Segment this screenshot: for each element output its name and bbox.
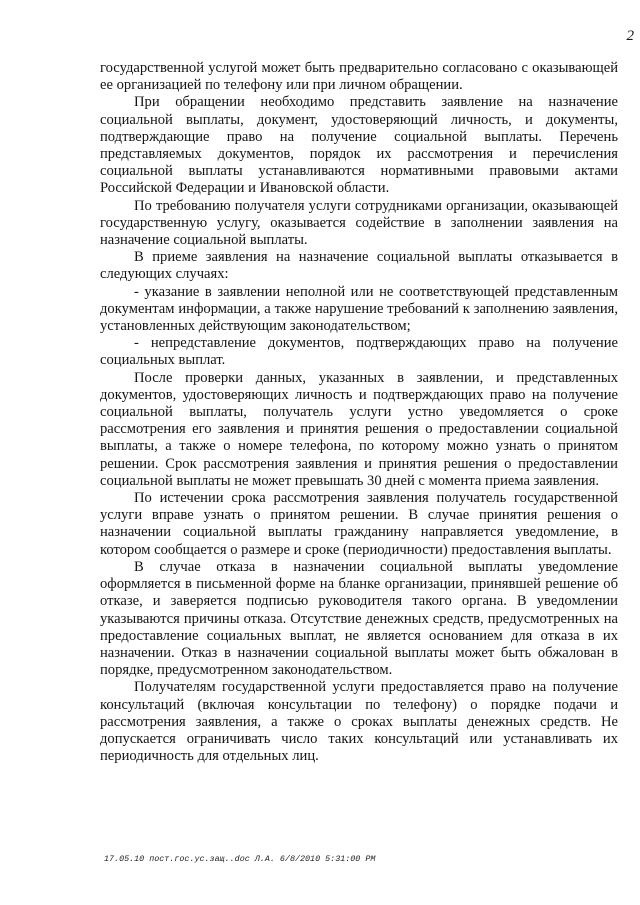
paragraph: Получателям государственной услуги предоставляется право на получение консультаций (включая консультации по телефону) о порядке подачи и рассмотрения заявления, а также о сроках выплаты денежных средств. Не допускается ограничивать число таких консультаций или устанавливать их периодичность для отдельных лиц. <box>100 679 618 765</box>
document-body <box>100 60 618 765</box>
paragraph: При обращении необходимо представить заявление на назначение социальной выплаты, документ, удостоверяющий личность, и документы, подтверждающие право на получение социальной выплаты. Перечень представляемых документов, порядок их рассмотрения и перечисления социальной выплаты устанавливаются нормативными правовыми актами Российской Федерации и Ивановской области. <box>100 94 618 197</box>
paragraph: В приеме заявления на назначение социальной выплаты отказывается в следующих случаях: <box>100 249 618 283</box>
paragraph: По истечении срока рассмотрения заявления получатель государственной услуги вправе узнать о принятом решении. В случае принятия решения о назначении социальной выплаты гражданину направляется уведомление, в котором сообщается о размере и сроке (периодичности) предоставления выплаты. <box>100 490 618 558</box>
document-footer: 17.05.10 пост.гос.ус.защ..doc Л.А. 6/8/2010 5:31:00 PM <box>104 854 376 864</box>
page-number: 2 <box>626 28 634 44</box>
list-item: - указание в заявлении неполной или не соответствующей представленным документам информации, а также нарушение требований к заполнению заявления, установленных действующим законодательством; <box>100 283 618 335</box>
paragraph: После проверки данных, указанных в заявлении, и представленных документов, удостоверяющих личность и подтверждающих право на получение социальной выплаты, получатель услуги устно уведомляется о сроке рассмотрения его заявления и принятия решения о предоставлении социальной выплаты, а также о номере телефона, по которому можно узнать о принятом решении. Срок рассмотрения заявления и принятия решения о предоставлении социальной выплаты не может превышать 30 дней с момента приема заявления. <box>100 369 618 489</box>
paragraph: В случае отказа в назначении социальной выплаты уведомление оформляется в письменной форме на бланке организации, принявшей решение об отказе, и заверяется подписью руководителя такого органа. В уведомлении указываются причины отказа. Отсутствие денежных средств, предусмотренных на предоставление социальных выплат, не является основанием для отказа в их назначении. Отказ в назначении социальной выплаты может быть обжалован в порядке, предусмотренном законодательством. <box>100 558 618 679</box>
list-item: - непредставление документов, подтверждающих право на получение социальных выплат. <box>100 335 618 369</box>
paragraph: государственной услугой может быть предварительно согласовано с оказывающей ее организацией по телефону или при личном обращении. <box>100 60 618 94</box>
paragraph: По требованию получателя услуги сотрудниками организации, оказывающей государственную услугу, оказывается содействие в заполнении заявления на назначение социальной выплаты. <box>100 197 618 249</box>
